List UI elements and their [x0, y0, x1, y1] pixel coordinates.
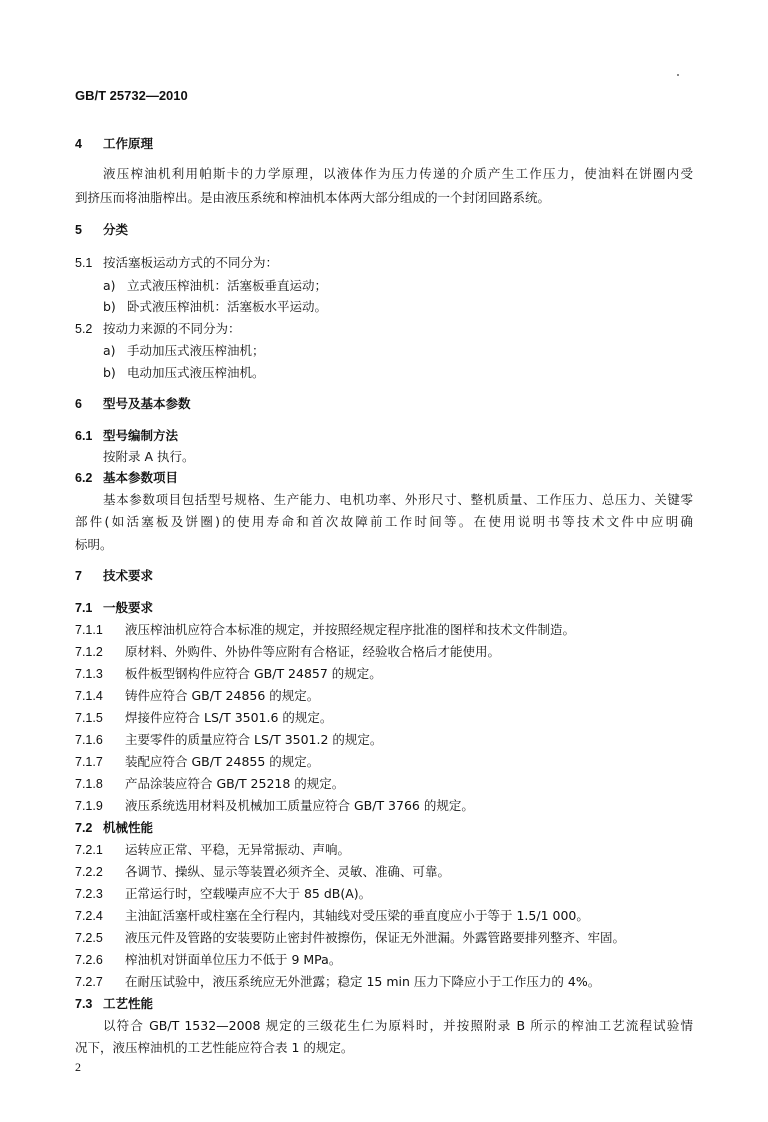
clause-7-2-heading: 7.2 机械性能 — [75, 820, 154, 835]
clause-5-2: 5.2 按动力来源的不同分为： — [75, 321, 241, 336]
section-5-heading: 5 分类 — [75, 222, 129, 237]
standard-code-header: GB/T 25732—2010 — [75, 88, 188, 103]
clause-7-2-7: 7.2.7 在耐压试验中，液压系统应无外泄露；稳定 15 min 压力下降应小于工作压力的 4%。 — [75, 974, 601, 989]
clause-7-1-1: 7.1.1 液压榨油机应符合本标准的规定，并按照经规定程序批准的图样和技术文件制造。 — [75, 622, 576, 637]
clause-7-2-4: 7.2.4 主油缸活塞杆或柱塞在全行程内，其轴线对受压梁的垂直度应小于等于 1.5/1 000。 — [75, 908, 589, 923]
list-item-5-2-b: b) 电动加压式液压榨油机。 — [103, 365, 265, 380]
clause-7-1-2: 7.1.2 原材料、外购件、外协件等应附有合格证，经验收合格后才能使用。 — [75, 644, 501, 659]
clause-6-2-heading: 6.2 基本参数项目 — [75, 470, 179, 485]
clause-7-2-2: 7.2.2 各调节、操纵、显示等装置必须齐全、灵敏、准确、可靠。 — [75, 864, 451, 879]
clause-6-2-para-line3: 标明。 — [75, 537, 113, 552]
list-item-5-1-b: b) 卧式液压榨油机：活塞板水平运动。 — [103, 299, 328, 314]
section-4-heading: 4 工作原理 — [75, 136, 154, 151]
clause-7-1-heading: 7.1 一般要求 — [75, 600, 154, 615]
section-7-heading: 7 技术要求 — [75, 568, 154, 583]
clause-7-3-para-line2: 况下，液压榨油机的工艺性能应符合表 1 的规定。 — [75, 1040, 354, 1055]
clause-6-1-heading: 6.1 型号编制方法 — [75, 428, 179, 443]
clause-7-1-5: 7.1.5 焊接件应符合 LS/T 3501.6 的规定。 — [75, 710, 333, 725]
clause-7-1-7: 7.1.7 装配应符合 GB/T 24855 的规定。 — [75, 754, 320, 769]
clause-6-2-para-line2: 部件(如活塞板及饼圈)的使用寿命和首次故障前工作时间等。在使用说明书等技术文件中应明确 — [75, 514, 693, 529]
clause-6-2-para-line1: 基本参数项目包括型号规格、生产能力、电机功率、外形尺寸、整机质量、工作压力、总压力、关键零 — [103, 492, 693, 507]
section-4-para-line2: 到挤压而将油脂榨出。是由液压系统和榨油机本体两大部分组成的一个封闭回路系统。 — [75, 190, 551, 205]
clause-7-2-3: 7.2.3 正常运行时，空载噪声应不大于 85 dB(A)。 — [75, 886, 372, 901]
page-number: 2 — [75, 1060, 81, 1074]
clause-7-1-9: 7.1.9 液压系统选用材料及机械加工质量应符合 GB/T 3766 的规定。 — [75, 798, 474, 813]
clause-7-2-5: 7.2.5 液压元件及管路的安装要防止密封件被擦伤，保证无外泄漏。外露管路要排列整齐、牢固。 — [75, 930, 626, 945]
clause-5-1: 5.1 按活塞板运动方式的不同分为： — [75, 255, 279, 270]
clause-7-1-4: 7.1.4 铸件应符合 GB/T 24856 的规定。 — [75, 688, 320, 703]
clause-7-3-heading: 7.3 工艺性能 — [75, 996, 154, 1011]
clause-7-1-6: 7.1.6 主要零件的质量应符合 LS/T 3501.2 的规定。 — [75, 732, 383, 747]
section-4-para-line1: 液压榨油机利用帕斯卡的力学原理，以液体作为压力传递的介质产生工作压力，使油料在饼圈内受 — [103, 166, 693, 181]
scan-speck — [677, 74, 679, 76]
clause-6-1-text: 按附录 A 执行。 — [103, 449, 195, 464]
list-item-5-2-a: a) 手动加压式液压榨油机； — [103, 343, 265, 358]
list-item-5-1-a: a) 立式液压榨油机：活塞板垂直运动； — [103, 278, 328, 293]
clause-7-1-8: 7.1.8 产品涂装应符合 GB/T 25218 的规定。 — [75, 776, 345, 791]
clause-7-3-para-line1: 以符合 GB/T 1532—2008 规定的三级花生仁为原料时，并按照附录 B 所示的榨油工艺流程试验情 — [103, 1018, 693, 1033]
clause-7-2-1: 7.2.1 运转应正常、平稳，无异常振动、声响。 — [75, 842, 351, 857]
section-6-heading: 6 型号及基本参数 — [75, 396, 191, 411]
clause-7-1-3: 7.1.3 板件板型钢构件应符合 GB/T 24857 的规定。 — [75, 666, 382, 681]
clause-7-2-6: 7.2.6 榨油机对饼面单位压力不低于 9 MPa。 — [75, 952, 342, 967]
